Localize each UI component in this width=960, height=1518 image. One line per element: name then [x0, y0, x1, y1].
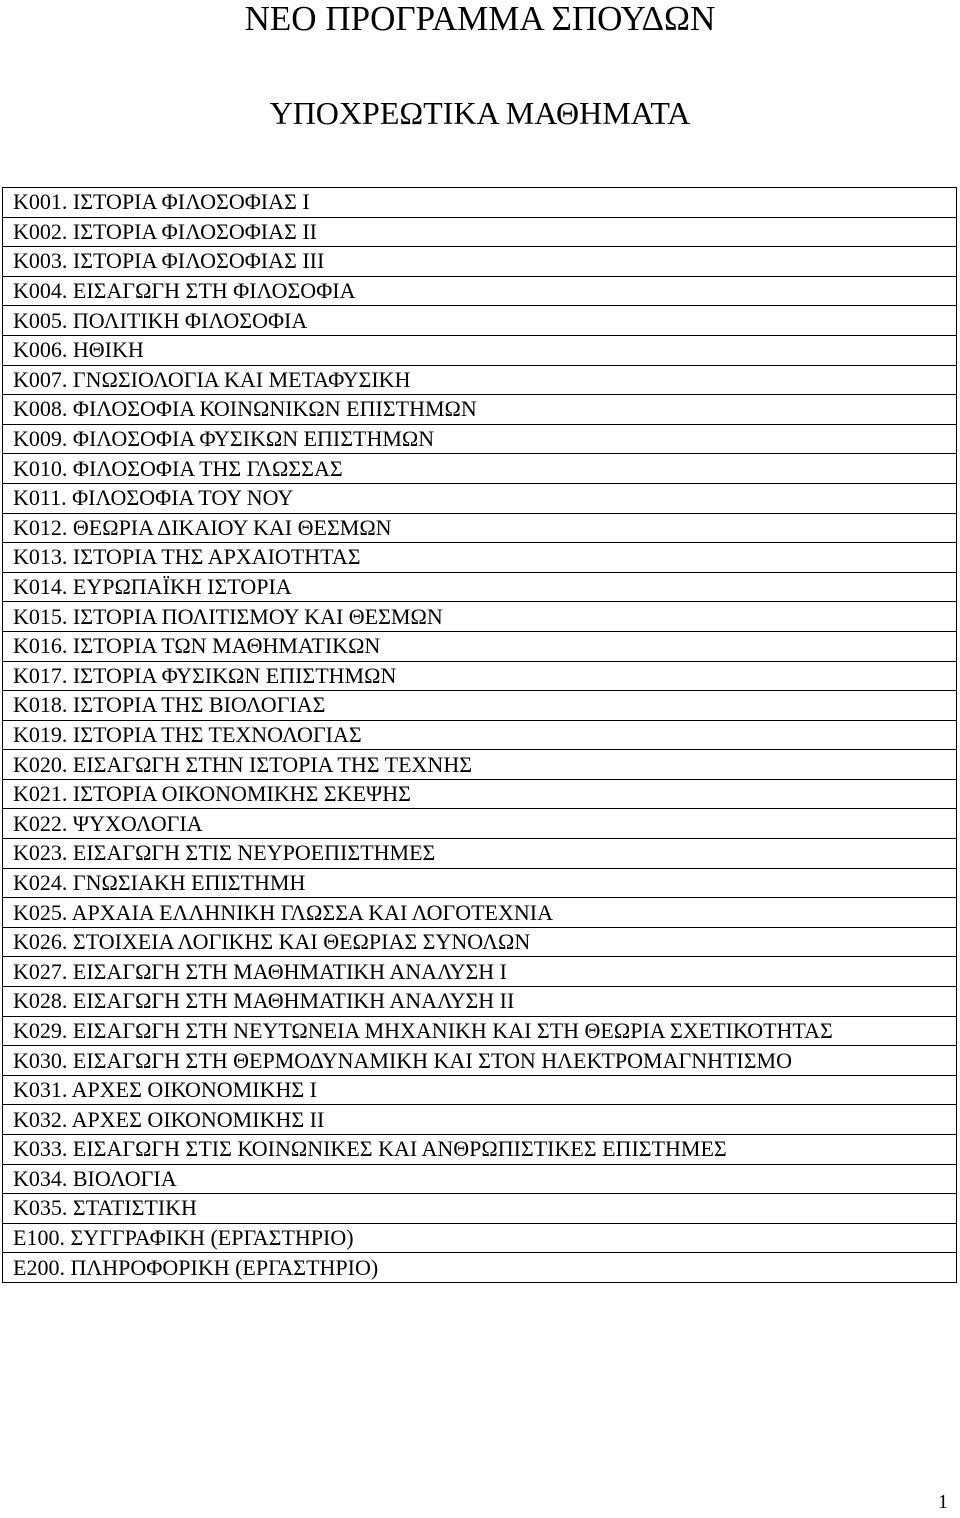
course-cell: Κ017. ΙΣΤΟΡΙΑ ΦΥΣΙΚΩΝ ΕΠΙΣΤΗΜΩΝ	[3, 661, 957, 691]
table-row	[3, 987, 957, 1017]
table-row	[3, 1194, 957, 1224]
course-cell: Κ021. ΙΣΤΟΡΙΑ ΟΙΚΟΝΟΜΙΚΗΣ ΣΚΕΨΗΣ	[3, 779, 957, 809]
course-cell: Κ032. ΑΡΧΕΣ ΟΙΚΟΝΟΜΙΚΗΣ ΙΙ	[3, 1105, 957, 1135]
table-row	[3, 839, 957, 869]
course-cell: Κ001. ΙΣΤΟΡΙΑ ΦΙΛΟΣΟΦΙΑΣ Ι	[3, 188, 957, 218]
table-row	[3, 1105, 957, 1135]
table-row	[3, 217, 957, 247]
course-cell: Κ011. ΦΙΛΟΣΟΦΙΑ ΤΟΥ ΝΟΥ	[3, 483, 957, 513]
table-row	[3, 365, 957, 395]
course-cell: Κ027. ΕΙΣΑΓΩΓΗ ΣΤΗ ΜΑΘΗΜΑΤΙΚΗ ΑΝΑΛΥΣΗ Ι	[3, 957, 957, 987]
course-cell: Κ014. ΕΥΡΩΠΑΪΚΗ ΙΣΤΟΡΙΑ	[3, 572, 957, 602]
table-row	[3, 395, 957, 425]
table-row	[3, 720, 957, 750]
page-number: 1	[938, 1491, 948, 1513]
document-title: ΝΕΟ ΠΡΟΓΡΑΜΜΑ ΣΠΟΥΔΩΝ	[244, 0, 716, 38]
table-row	[3, 631, 957, 661]
course-cell: Κ015. ΙΣΤΟΡΙΑ ΠΟΛΙΤΙΣΜΟΥ ΚΑΙ ΘΕΣΜΩΝ	[3, 602, 957, 632]
course-cell: Ε100. ΣΥΓΓΡΑΦΙΚΗ (ΕΡΓΑΣΤΗΡΙΟ)	[3, 1223, 957, 1253]
course-cell: Κ007. ΓΝΩΣΙΟΛΟΓΙΑ ΚΑΙ ΜΕΤΑΦΥΣΙΚΗ	[3, 365, 957, 395]
course-cell: Κ028. ΕΙΣΑΓΩΓΗ ΣΤΗ ΜΑΘΗΜΑΤΙΚΗ ΑΝΑΛΥΣΗ ΙΙ	[3, 987, 957, 1017]
table-row	[3, 572, 957, 602]
course-table-body	[3, 188, 957, 1283]
course-cell: Κ029. ΕΙΣΑΓΩΓΗ ΣΤΗ ΝΕΥΤΩΝΕΙΑ ΜΗΧΑΝΙΚΗ ΚΑΙ ΣΤΗ ΘΕΩΡΙΑ ΣΧΕΤΙΚΟΤΗΤΑΣ	[3, 1016, 957, 1046]
table-row	[3, 898, 957, 928]
course-cell: Κ018. ΙΣΤΟΡΙΑ ΤΗΣ ΒΙΟΛΟΓΙΑΣ	[3, 691, 957, 721]
course-cell: Κ004. ΕΙΣΑΓΩΓΗ ΣΤΗ ΦΙΛΟΣΟΦΙΑ	[3, 276, 957, 306]
table-row	[3, 868, 957, 898]
course-cell: Κ030. ΕΙΣΑΓΩΓΗ ΣΤΗ ΘΕΡΜΟΔΥΝΑΜΙΚΗ ΚΑΙ ΣΤΟΝ ΗΛΕΚΤΡΟΜΑΓΝΗΤΙΣΜΟ	[3, 1046, 957, 1076]
section-title: ΥΠΟΧΡΕΩΤΙΚΑ ΜΑΘΗΜΑΤΑ	[269, 95, 691, 131]
table-row	[3, 779, 957, 809]
table-row	[3, 454, 957, 484]
course-cell: Κ023. ΕΙΣΑΓΩΓΗ ΣΤΙΣ ΝΕΥΡΟΕΠΙΣΤΗΜΕΣ	[3, 839, 957, 869]
course-cell: Κ020. ΕΙΣΑΓΩΓΗ ΣΤΗΝ ΙΣΤΟΡΙΑ ΤΗΣ ΤΕΧΝΗΣ	[3, 750, 957, 780]
course-cell: Κ008. ΦΙΛΟΣΟΦΙΑ ΚΟΙΝΩΝΙΚΩΝ ΕΠΙΣΤΗΜΩΝ	[3, 395, 957, 425]
table-row	[3, 927, 957, 957]
table-row	[3, 957, 957, 987]
course-cell: Κ003. ΙΣΤΟΡΙΑ ΦΙΛΟΣΟΦΙΑΣ ΙΙΙ	[3, 247, 957, 277]
table-row	[3, 691, 957, 721]
course-cell: Κ012. ΘΕΩΡΙΑ ΔΙΚΑΙΟΥ ΚΑΙ ΘΕΣΜΩΝ	[3, 513, 957, 543]
table-row	[3, 661, 957, 691]
table-row	[3, 335, 957, 365]
course-cell: Κ016. ΙΣΤΟΡΙΑ ΤΩΝ ΜΑΘΗΜΑΤΙΚΩΝ	[3, 631, 957, 661]
table-row	[3, 247, 957, 277]
table-row	[3, 1046, 957, 1076]
course-cell: Κ033. ΕΙΣΑΓΩΓΗ ΣΤΙΣ ΚΟΙΝΩΝΙΚΕΣ ΚΑΙ ΑΝΘΡΩΠΙΣΤΙΚΕΣ ΕΠΙΣΤΗΜΕΣ	[3, 1135, 957, 1165]
course-cell: Κ010. ΦΙΛΟΣΟΦΙΑ ΤΗΣ ΓΛΩΣΣΑΣ	[3, 454, 957, 484]
course-cell: Κ022. ΨΥΧΟΛΟΓΙΑ	[3, 809, 957, 839]
course-cell: Κ013. ΙΣΤΟΡΙΑ ΤΗΣ ΑΡΧΑΙΟΤΗΤΑΣ	[3, 543, 957, 573]
table-row	[3, 483, 957, 513]
table-row	[3, 750, 957, 780]
table-row	[3, 1016, 957, 1046]
course-cell: Κ002. ΙΣΤΟΡΙΑ ΦΙΛΟΣΟΦΙΑΣ ΙΙ	[3, 217, 957, 247]
table-row	[3, 1135, 957, 1165]
table-row	[3, 1223, 957, 1253]
table-row	[3, 188, 957, 218]
course-cell: Κ006. ΗΘΙΚΗ	[3, 335, 957, 365]
course-cell: Κ035. ΣΤΑΤΙΣΤΙΚΗ	[3, 1194, 957, 1224]
table-row	[3, 1253, 957, 1283]
course-cell: Κ019. ΙΣΤΟΡΙΑ ΤΗΣ ΤΕΧΝΟΛΟΓΙΑΣ	[3, 720, 957, 750]
table-row	[3, 276, 957, 306]
course-table	[2, 187, 957, 1283]
course-cell: Κ026. ΣΤΟΙΧΕΙΑ ΛΟΓΙΚΗΣ ΚΑΙ ΘΕΩΡΙΑΣ ΣΥΝΟΛΩΝ	[3, 927, 957, 957]
table-row	[3, 1164, 957, 1194]
course-cell: Κ025. ΑΡΧΑΙΑ ΕΛΛΗΝΙΚΗ ΓΛΩΣΣΑ ΚΑΙ ΛΟΓΟΤΕΧΝΙΑ	[3, 898, 957, 928]
table-row	[3, 306, 957, 336]
table-row	[3, 602, 957, 632]
table-row	[3, 809, 957, 839]
table-row	[3, 513, 957, 543]
course-cell: Κ005. ΠΟΛΙΤΙΚΗ ΦΙΛΟΣΟΦΙΑ	[3, 306, 957, 336]
course-cell: Κ034. ΒΙΟΛΟΓΙΑ	[3, 1164, 957, 1194]
table-row	[3, 1075, 957, 1105]
course-cell: Κ024. ΓΝΩΣΙΑΚΗ ΕΠΙΣΤΗΜΗ	[3, 868, 957, 898]
course-cell: Κ031. ΑΡΧΕΣ ΟΙΚΟΝΟΜΙΚΗΣ Ι	[3, 1075, 957, 1105]
table-row	[3, 543, 957, 573]
table-row	[3, 424, 957, 454]
course-cell: Κ009. ΦΙΛΟΣΟΦΙΑ ΦΥΣΙΚΩΝ ΕΠΙΣΤΗΜΩΝ	[3, 424, 957, 454]
course-cell: Ε200. ΠΛΗΡΟΦΟΡΙΚΗ (ΕΡΓΑΣΤΗΡΙΟ)	[3, 1253, 957, 1283]
